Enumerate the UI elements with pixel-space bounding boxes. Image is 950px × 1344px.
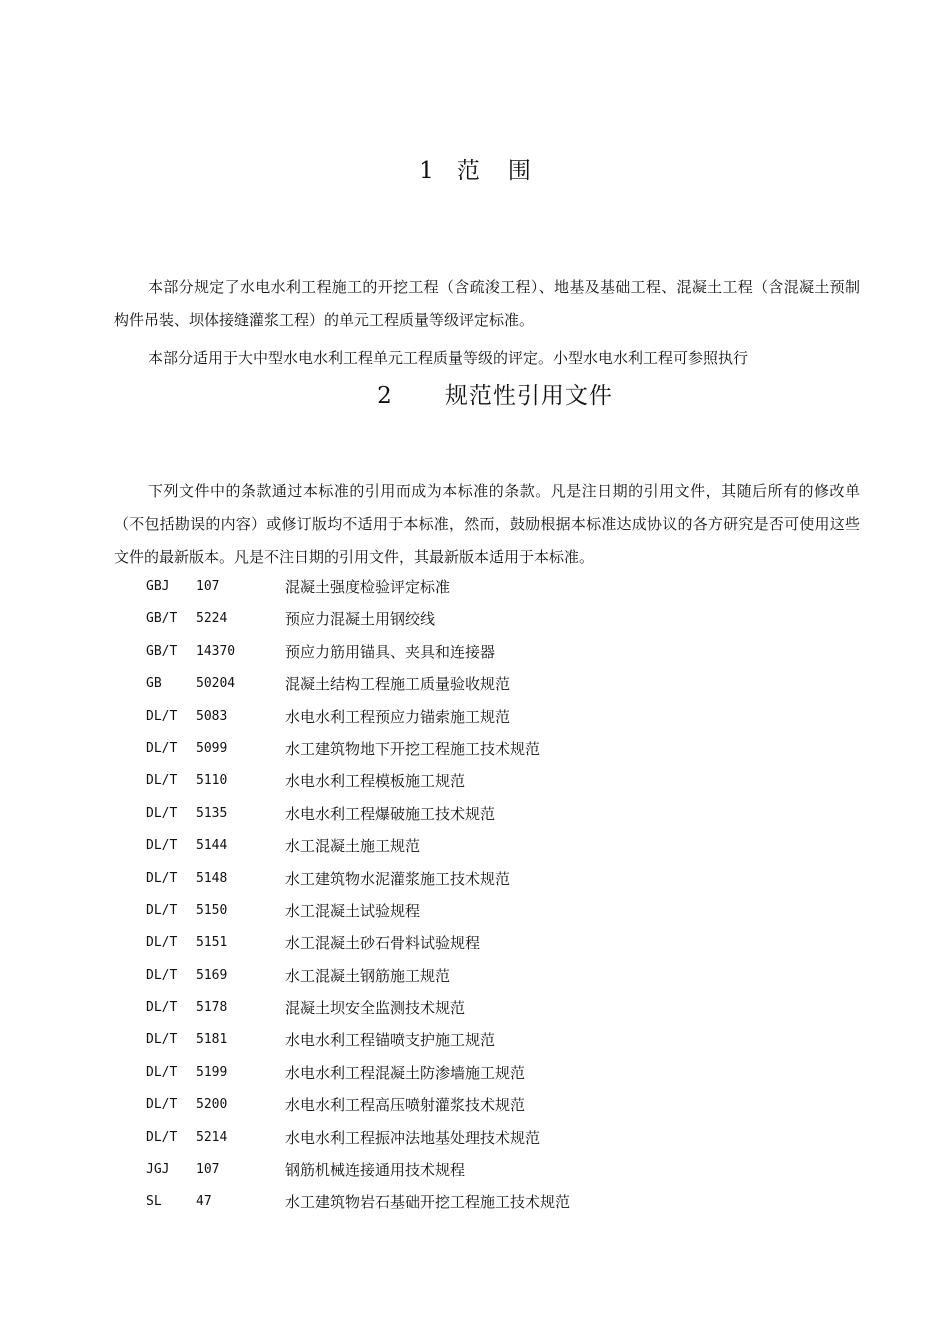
reference-code — [146, 571, 276, 603]
reference-code — [146, 701, 276, 733]
reference-number: 50204 — [196, 676, 236, 692]
reference-title: 水电水利工程高压喷射灌浆技术规范 — [285, 1096, 526, 1115]
reference-number: 47 — [196, 1194, 212, 1210]
reference-org: DL/T — [146, 838, 178, 854]
reference-number: 5148 — [196, 870, 228, 886]
reference-number: 5214 — [196, 1129, 228, 1145]
reference-code — [146, 668, 276, 700]
reference-title: 水工建筑物水泥灌浆施工技术规范 — [285, 869, 511, 888]
reference-code — [146, 927, 276, 959]
reference-title: 水电水利工程锚喷支护施工规范 — [285, 1031, 496, 1050]
reference-number: 5151 — [196, 935, 228, 951]
reference-number: 5135 — [196, 805, 228, 821]
reference-code — [146, 733, 276, 765]
reference-org: DL/T — [146, 1129, 178, 1145]
reference-number: 5199 — [196, 1064, 228, 1080]
reference-number: 5169 — [196, 967, 228, 983]
reference-org: GB — [146, 676, 162, 692]
section-1-number: 1 — [419, 158, 435, 184]
reference-title: 混凝土强度检验评定标准 — [285, 578, 451, 596]
reference-org: DL/T — [146, 902, 178, 918]
reference-number: 5099 — [196, 740, 228, 756]
reference-number: 5224 — [196, 611, 228, 627]
reference-title: 水电水利工程模板施工规范 — [285, 772, 466, 791]
reference-org: DL/T — [146, 805, 178, 821]
reference-number: 5083 — [196, 708, 228, 724]
reference-title: 水电水利工程振冲法地基处理技术规范 — [285, 1128, 541, 1147]
reference-org: DL/T — [146, 967, 178, 983]
reference-code — [146, 1154, 276, 1186]
reference-code — [146, 765, 276, 797]
reference-org: DL/T — [146, 773, 178, 789]
reference-org: GB/T — [146, 611, 178, 627]
reference-title: 水工混凝土砂石骨料试验规程 — [285, 934, 481, 953]
reference-title: 水电水利工程爆破施工技术规范 — [285, 804, 496, 823]
reference-title: 水电水利工程混凝土防渗墙施工规范 — [285, 1063, 526, 1082]
reference-code — [146, 1057, 276, 1089]
reference-title: 水电水利工程预应力锚索施工规范 — [285, 707, 511, 726]
reference-number: 5200 — [196, 1097, 228, 1113]
reference-org: JGJ — [146, 1162, 170, 1178]
references-intro-paragraph: 下列文件中的条款通过本标准的引用而成为本标准的条款。凡是注日期的引用文件，其随后所有的修改单（不包括勘误的内容）或修订版均不适用于本标准，然而，鼓励根据本标准达成协议的各方研究是否可使用这些文件的最新版本。凡是不注日期的引用文件，其最新版本适用于本标准。 — [114, 482, 860, 566]
reference-title: 水工混凝土钢筋施工规范 — [285, 966, 451, 985]
reference-code — [146, 960, 276, 992]
reference-org: DL/T — [146, 1032, 178, 1048]
reference-title: 混凝土结构工程施工质量验收规范 — [285, 675, 511, 694]
reference-code — [146, 798, 276, 830]
reference-org: DL/T — [146, 740, 178, 756]
reference-title: 水工建筑物岩石基础开挖工程施工技术规范 — [285, 1193, 571, 1212]
reference-code — [146, 1186, 276, 1218]
reference-code — [146, 636, 276, 668]
section-1-heading — [0, 152, 950, 185]
reference-org: DL/T — [146, 708, 178, 724]
reference-org: DL/T — [146, 870, 178, 886]
reference-code — [146, 1122, 276, 1154]
reference-code — [146, 603, 276, 635]
reference-code — [146, 1024, 276, 1056]
scope-paragraph-2: 本部分适用于大中型水电水利工程单元工程质量等级的评定。小型水电水利工程可参照执行 — [148, 349, 749, 367]
reference-number: 5150 — [196, 902, 228, 918]
reference-code — [146, 1089, 276, 1121]
reference-org: DL/T — [146, 1064, 178, 1080]
reference-code — [146, 863, 276, 895]
reference-number: 5181 — [196, 1032, 228, 1048]
reference-title: 水工混凝土施工规范 — [285, 837, 421, 856]
reference-number: 5110 — [196, 773, 228, 789]
section-2-title: 规范性引用文件 — [444, 383, 613, 409]
reference-number: 5178 — [196, 1000, 228, 1016]
reference-title: 水工建筑物地下开挖工程施工技术规范 — [285, 739, 541, 758]
reference-title: 水工混凝土试验规程 — [285, 901, 421, 920]
reference-org: GB/T — [146, 643, 178, 659]
scope-paragraph-1: 本部分规定了水电水利工程施工的开挖工程（含疏浚工程）、地基及基础工程、混凝土工程（含混凝土预制构件吊装、坝体接缝灌浆工程）的单元工程质量等级评定标准。 — [114, 278, 860, 329]
reference-org: SL — [146, 1194, 162, 1210]
reference-number: 5144 — [196, 838, 228, 854]
reference-org: DL/T — [146, 935, 178, 951]
reference-org: DL/T — [146, 1000, 178, 1016]
reference-code — [146, 830, 276, 862]
section-2-number: 2 — [377, 383, 393, 409]
section-2-heading — [20, 377, 950, 410]
reference-number: 107 — [196, 579, 220, 594]
reference-org: GBJ — [146, 579, 170, 594]
reference-title: 混凝土坝安全监测技术规范 — [285, 999, 466, 1018]
reference-code — [146, 895, 276, 927]
reference-number: 107 — [196, 1162, 220, 1178]
section-1-title: 范围 — [456, 158, 559, 184]
reference-code — [146, 992, 276, 1024]
reference-org: DL/T — [146, 1097, 178, 1113]
reference-title: 预应力筋用锚具、夹具和连接器 — [285, 642, 496, 661]
reference-number: 14370 — [196, 643, 236, 659]
reference-title: 钢筋机械连接通用技术规程 — [285, 1161, 466, 1180]
reference-title: 预应力混凝土用钢绞线 — [285, 610, 436, 629]
